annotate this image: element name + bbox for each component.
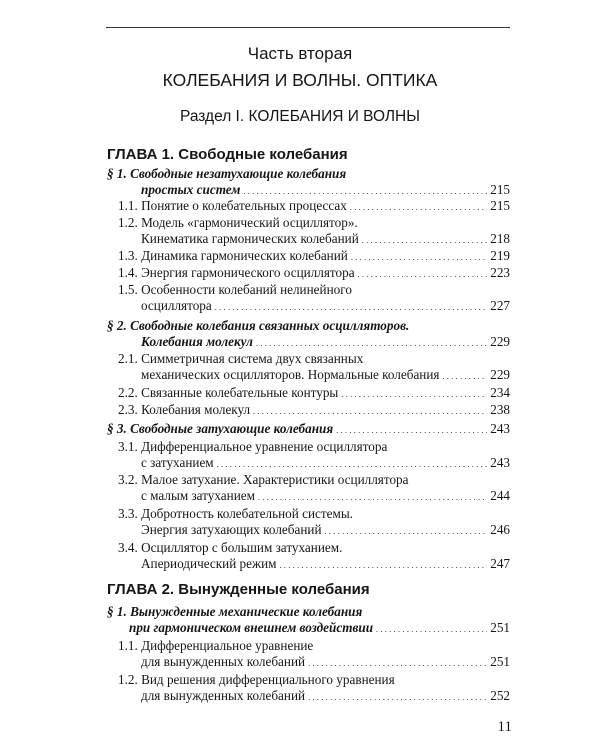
page-ref: 247 [490,556,510,571]
leader-dots [280,556,488,574]
part-title: КОЛЕБАНИЯ И ВОЛНЫ. ОПТИКА [162,70,438,90]
leader-dots [362,231,487,249]
page-ref: 219 [490,248,510,263]
page-ref: 229 [490,334,510,349]
entry-line1: § 3. Свободные затухающие колебания [107,421,334,436]
page-ref: 223 [490,265,510,280]
page-ref: 243 [490,455,510,470]
page-ref: 229 [490,367,510,382]
entry-line1: 1.2. Модель «гармонический осциллятор». [118,215,358,230]
chapter-1-title: ГЛАВА 1. Свободные колебания [107,146,348,163]
entry-line1: 2.3. Колебания молекул [118,402,251,417]
top-rule [106,27,510,28]
page-ref: 251 [490,620,510,635]
page-ref: 246 [490,522,510,537]
leader-dots [442,367,487,385]
leader-dots [336,421,487,439]
leader-dots [351,248,487,266]
leader-dots [350,198,487,216]
entry-line1: 3.4. Осциллятор с большим затуханием. [118,540,343,555]
page-ref: 251 [490,654,510,669]
entry-line1: 1.4. Энергия гармонического осциллятора [118,265,355,280]
section-title: Раздел I. КОЛЕБАНИЯ И ВОЛНЫ [180,108,420,125]
leader-dots [256,334,487,352]
leader-dots [358,265,488,283]
entry-line2: Энергия затухающих колебаний [141,522,322,537]
entry-line1: § 1. Свободные незатухающие колебания [107,166,347,181]
entry-line2: с малым затуханием [141,488,255,503]
entry-line1: 1.2. Вид решения дифференциального уравнения [118,672,395,687]
entry-line1: 1.1. Понятие о колебательных процессах [118,198,347,213]
entry-line1: 3.1. Дифференциальное уравнение осциллятора [118,439,388,454]
leader-dots [258,488,487,506]
entry-line1: 1.1. Дифференциальное уравнение [118,638,314,653]
entry-line1: 3.3. Добротность колебательной системы. [118,506,353,521]
entry-line2: простых систем [141,182,241,197]
leader-dots [308,654,487,672]
leader-dots [217,455,488,473]
page-ref: 215 [490,182,510,197]
entry-line2: для вынужденных колебаний [141,654,306,669]
leader-dots [308,688,487,706]
page-ref: 252 [490,688,510,703]
entry-line2: осциллятора [141,298,212,313]
entry-line2: Кинематика гармонических колебаний [141,231,359,246]
entry-line1: § 2. Свободные колебания связанных осцилляторов. [107,318,410,333]
entry-line1: 1.3. Динамика гармонических колебаний [118,248,348,263]
page-ref: 227 [490,298,510,313]
entry-line1: 1.5. Особенности колебаний нелинейного [118,282,352,297]
page-ref: 244 [490,488,510,503]
entry-line1: § 1. Вынужденные механические колебания [107,604,363,619]
entry-line2: Колебания молекул [141,334,253,349]
entry-line1: 2.1. Симметричная система двух связанных [118,351,364,366]
page-number: 11 [497,719,512,735]
chapter-2-title: ГЛАВА 2. Вынужденные колебания [107,581,370,598]
leader-dots [215,298,487,316]
leader-dots [253,402,487,420]
entry-line2: для вынужденных колебаний [141,688,306,703]
leader-dots [376,620,487,638]
entry-line2: при гармоническом внешнем воздействии [129,620,374,635]
entry-line1: 2.2. Связанные колебательные контуры [118,385,339,400]
leader-dots [325,522,488,540]
page-ref: 238 [490,402,510,417]
leader-dots [341,385,487,403]
page-ref: 215 [490,198,510,213]
page-ref: 234 [490,385,510,400]
page-ref: 218 [490,231,510,246]
entry-line2: с затуханием [141,455,214,470]
entry-line2: Апериодический режим [141,556,277,571]
page-ref: 243 [490,421,510,436]
entry-line2: механических осцилляторов. Нормальные колебания [141,367,440,382]
entry-line1: 3.2. Малое затухание. Характеристики осциллятора [118,472,409,487]
part-label: Часть вторая [247,44,353,63]
